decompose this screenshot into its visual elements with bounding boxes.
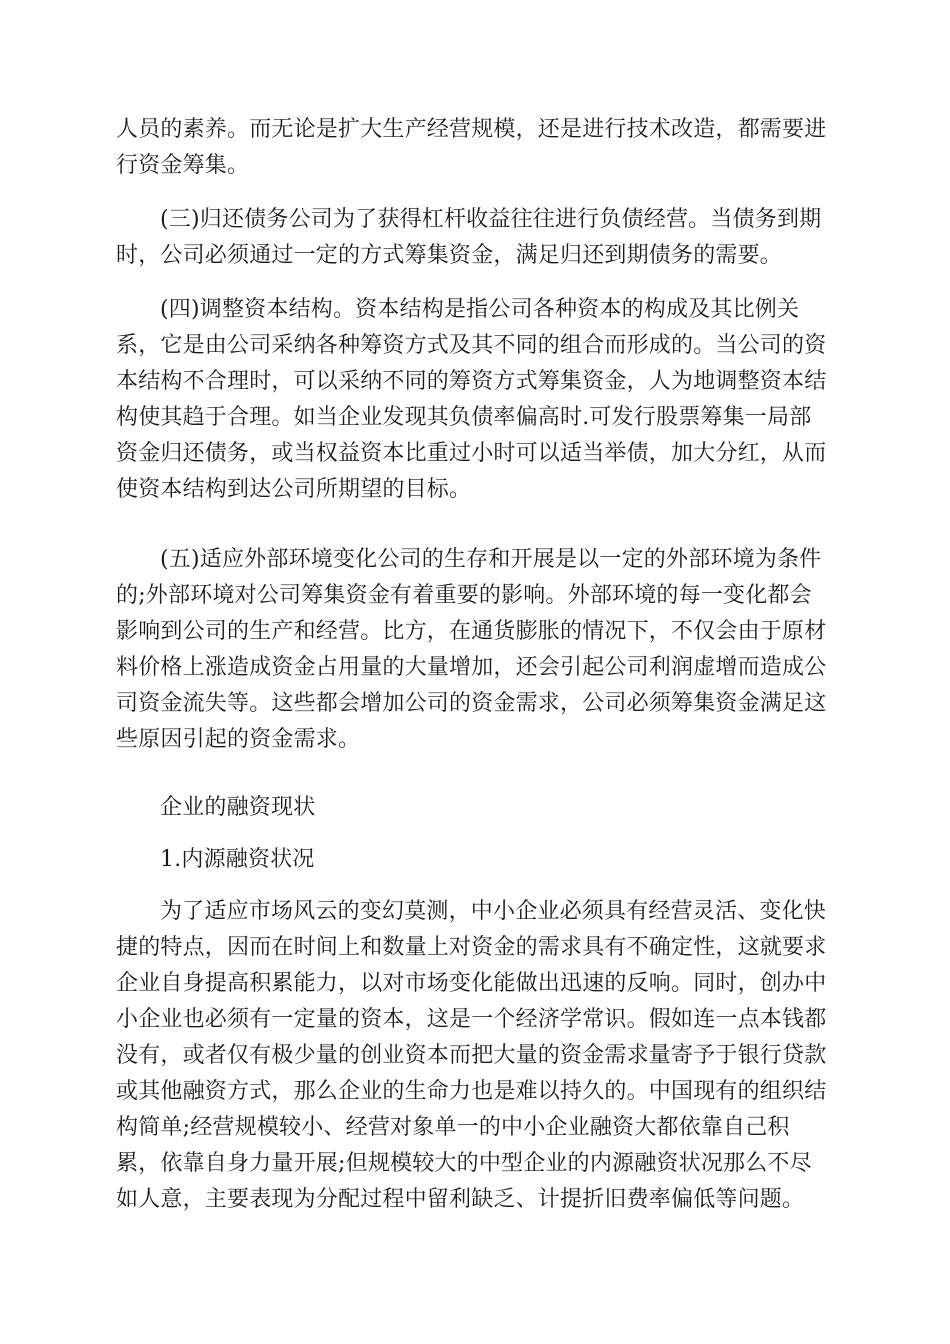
subsection-heading-internal-financing	[116, 842, 838, 878]
paragraph-line: 系，它是由公司采纳各种筹资方式及其不同的组合而形成的。当公司的资	[116, 333, 827, 358]
paragraph-line: 捷的特点，因而在时间上和数量上对资金的需求具有不确定性，这就要求	[116, 935, 827, 960]
paragraph-line: 的;外部环境对公司筹集资金有着重要的影响。外部环境的每一变化都会	[116, 583, 812, 608]
paragraph-line: 构简单;经营规模较小、经营对象单一的中小企业融资大都依靠自己积	[116, 1115, 790, 1140]
paragraph-line: 小企业也必须有一定量的资本，这是一个经济学常识。假如连一点本钱都	[116, 1007, 827, 1032]
paragraph-line: (三)归还债务公司为了获得杠杆收益往往进行负债经营。当债务到期	[160, 207, 822, 232]
paragraph-line: 料价格上涨造成资金占用量的大量增加，还会引起公司利润虚增而造成公	[116, 655, 827, 680]
paragraph-line: 资金归还债务，或当权益资本比重过小时可以适当举债，加大分红，从而	[116, 441, 827, 466]
section-heading-financing-status	[116, 790, 838, 826]
paragraph-line: (五)适应外部环境变化公司的生存和开展是以一定的外部环境为条件	[160, 547, 822, 572]
paragraph-line: 行资金筹集。	[116, 153, 250, 178]
paragraph-line: 本结构不合理时，可以采纳不同的筹资方式筹集资金，人为地调整资本结	[116, 369, 827, 394]
paragraph-line: 累，依靠自身力量开展;但规模较大的中型企业的内源融资状况那么不尽	[116, 1151, 812, 1176]
paragraph-line: 或其他融资方式，那么企业的生命力也是难以持久的。中国现有的组织结	[116, 1079, 827, 1104]
paragraph-line: 影响到公司的生产和经营。比方，在通货膨胀的情况下，不仅会由于原材	[116, 619, 827, 644]
paragraph-line: 为了适应市场风云的变幻莫测，中小企业必须具有经营灵活、变化快	[160, 899, 827, 924]
paragraph-line: 司资金流失等。这些都会增加公司的资金需求，公司必须筹集资金满足这	[116, 691, 827, 716]
paragraph-line: (四)调整资本结构。资本结构是指公司各种资本的构成及其比例关	[160, 297, 800, 322]
paragraph-internal-financing	[116, 894, 838, 1218]
heading-text: 1.内源融资状况	[160, 847, 315, 872]
paragraph-external-environment	[116, 542, 838, 758]
paragraph-line: 没有，或者仅有极少量的创业资本而把大量的资金需求量寄予于银行贷款	[116, 1043, 827, 1068]
paragraph-line: 使资本结构到达公司所期望的目标。	[116, 477, 472, 502]
paragraph-line: 时，公司必须通过一定的方式筹集资金，满足归还到期债务的需要。	[116, 243, 783, 268]
paragraph-debt-repayment	[116, 202, 838, 274]
paragraph-line: 人员的素养。而无论是扩大生产经营规模，还是进行技术改造，都需要进	[116, 117, 827, 142]
paragraph-capital-structure	[116, 292, 838, 508]
heading-text: 企业的融资现状	[160, 795, 316, 820]
paragraph-line: 些原因引起的资金需求。	[116, 727, 361, 752]
paragraph-line: 构使其趋于合理。如当企业发现其负债率偏高时.可发行股票筹集一局部	[116, 405, 812, 430]
paragraph-line: 如人意，主要表现为分配过程中留利缺乏、计提折旧费率偏低等问题。	[116, 1187, 805, 1212]
paragraph-continuation-funding	[116, 112, 838, 184]
paragraph-line: 企业自身提高积累能力，以对市场变化能做出迅速的反响。同时，创办中	[116, 971, 827, 996]
